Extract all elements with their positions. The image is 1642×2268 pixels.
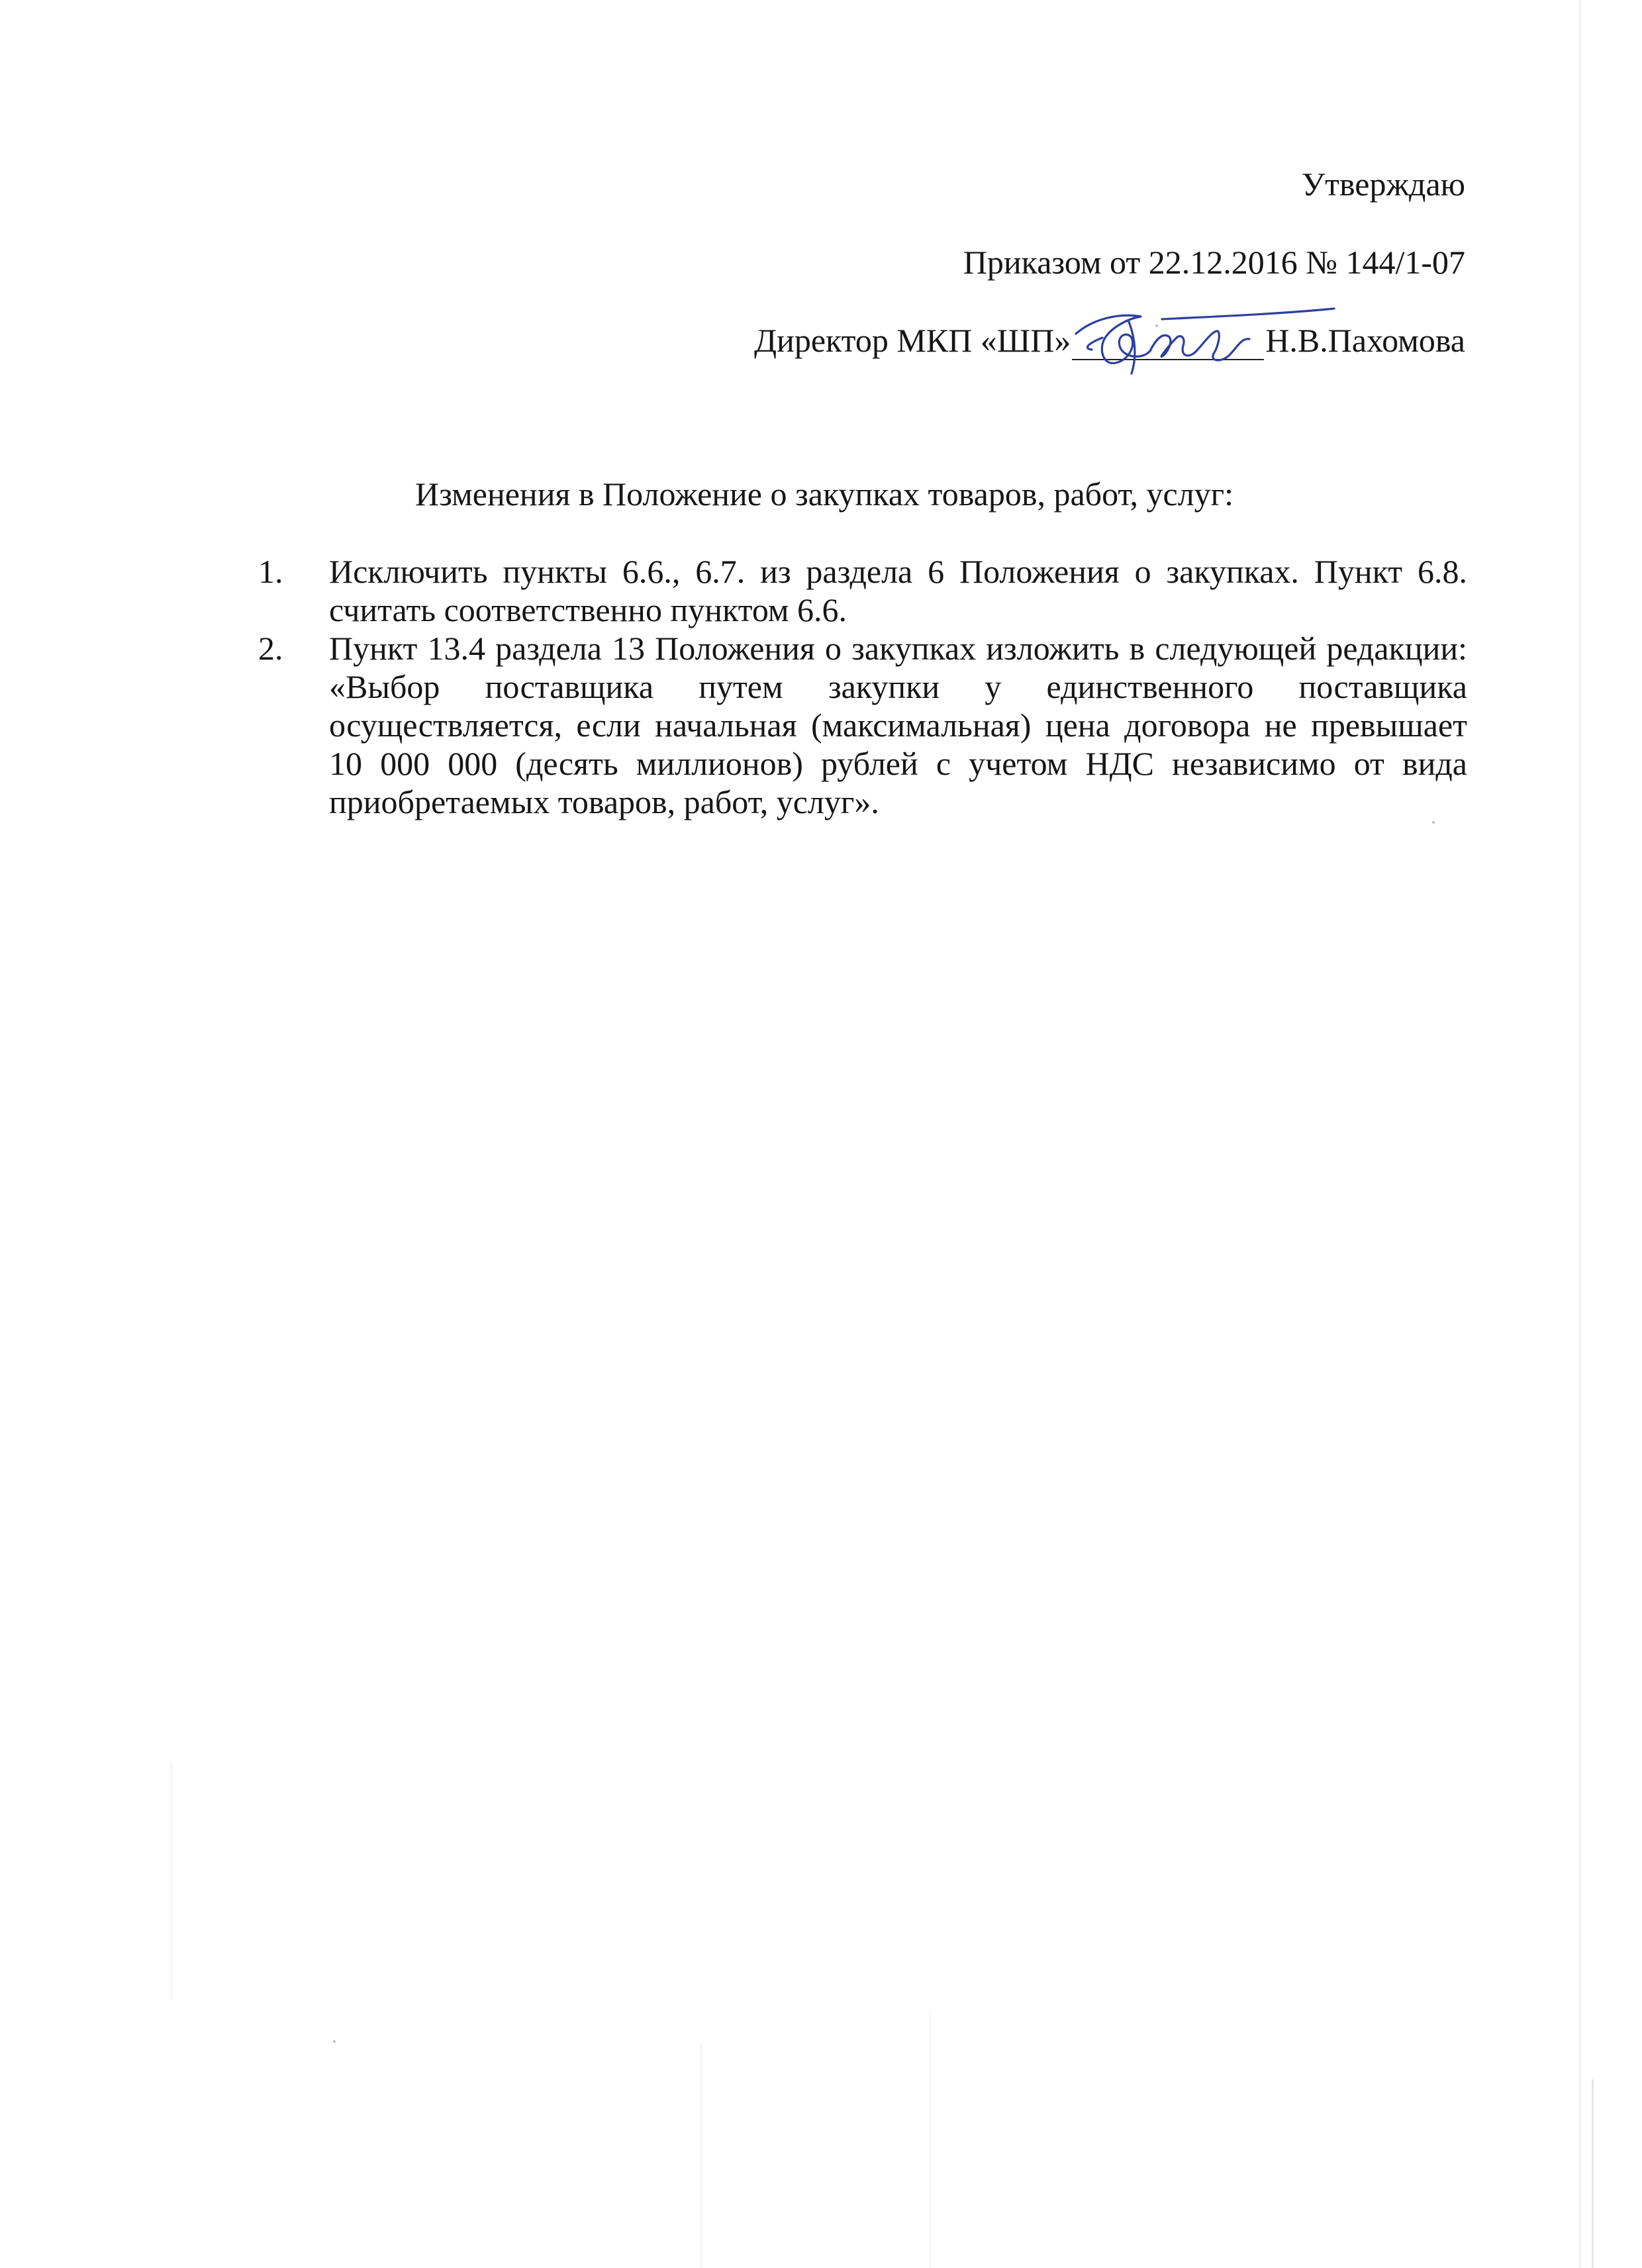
- scan-artifact-line: [930, 2013, 931, 2268]
- director-name: Н.В.Пахомова: [1265, 322, 1465, 359]
- list-item: [258, 552, 1467, 629]
- approval-label: Утверждаю: [1301, 166, 1465, 203]
- director-title: Директор МКП «ШП»: [753, 322, 1071, 359]
- handwritten-signature: [1063, 299, 1341, 385]
- scan-artifact-line: [1592, 2079, 1594, 2268]
- scan-artifact-line: [700, 2043, 702, 2268]
- scan-artifact-dot: [1432, 821, 1435, 824]
- scan-artifact-line: [171, 1761, 172, 2000]
- list-item-number: 1.: [258, 553, 283, 590]
- list-item-text: Исключить пункты 6.6., 6.7. из раздела 6 Положения о закупках. Пункт 6.8. считать соответственно пунктом 6.6.: [329, 553, 1467, 628]
- list-item-text: Пункт 13.4 раздела 13 Положения о закупках изложить в следующей редакции: «Выбор поставщика путем закупки у единственного поставщика осуществляется, если начальная (максимальная) цена договора не превышает 10 000 000 (десять миллионов) рублей с учетом НДС независимо от вида приобретаемых товаров, работ, услуг».: [329, 630, 1467, 820]
- amendments-list: [258, 552, 1467, 821]
- list-item: [258, 629, 1467, 821]
- scan-artifact-line: [1579, 0, 1581, 2268]
- scan-artifact-dot: [333, 2040, 336, 2043]
- list-item-number: 2.: [258, 630, 283, 667]
- document-heading: Изменения в Положение о закупках товаров, работ, услуг:: [415, 475, 1234, 513]
- order-reference: Приказом от 22.12.2016 № 144/1-07: [963, 244, 1465, 281]
- signature-blank: [1072, 327, 1264, 360]
- director-signature-line: [754, 320, 1465, 360]
